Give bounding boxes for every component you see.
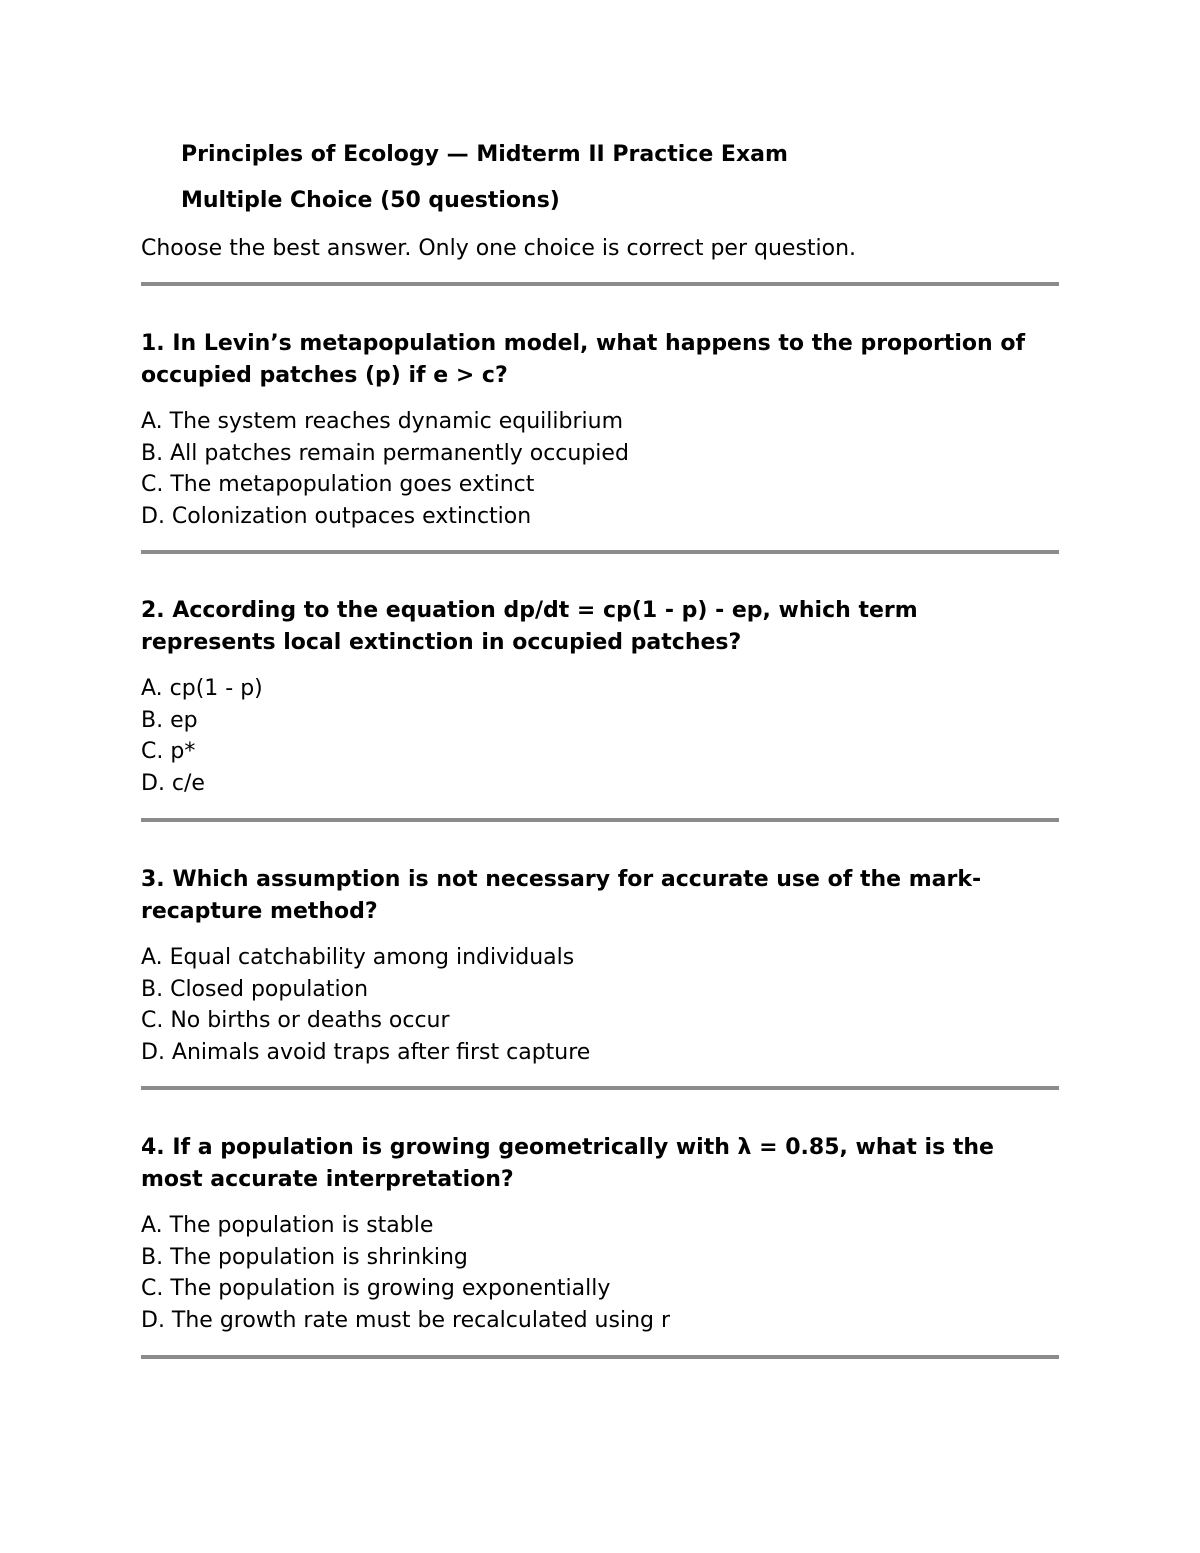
option-d: D. Colonization outpaces extinction — [141, 503, 532, 529]
question-1 — [141, 328, 1059, 532]
divider — [141, 1086, 1059, 1090]
option-d: D. The growth rate must be recalculated using r — [141, 1307, 671, 1333]
option-a: A. Equal catchability among individuals — [141, 945, 575, 970]
option-a: A. The system reaches dynamic equilibrium — [141, 409, 624, 434]
option-d: D. c/e — [141, 770, 205, 796]
exam-subtitle: Multiple Choice (50 questions) — [181, 188, 560, 213]
option-b: B. Closed population — [141, 976, 369, 1002]
exam-title: Principles of Ecology — Midterm II Practice Exam — [181, 142, 788, 167]
option-list — [141, 673, 1059, 799]
question-2 — [141, 595, 1059, 799]
option-list — [141, 1210, 1059, 1336]
option-a: A. cp(1 - p) — [141, 676, 263, 701]
option-b: B. The population is shrinking — [141, 1244, 468, 1270]
option-c: C. The population is growing exponentially — [141, 1276, 611, 1301]
option-list — [141, 942, 1059, 1068]
option-b: B. ep — [141, 707, 198, 733]
option-c: C. No births or deaths occur — [141, 1008, 450, 1033]
option-c: C. p* — [141, 739, 196, 764]
exam-instructions: Choose the best answer. Only one choice is correct per question. — [141, 236, 857, 261]
divider — [141, 550, 1059, 554]
question-4 — [141, 1132, 1059, 1336]
question-text: 2. According to the equation dp/dt = cp(1 - p) - ep, which term represents local extinction in occupied patches? — [141, 598, 918, 655]
option-c: C. The metapopulation goes extinct — [141, 472, 535, 497]
divider — [141, 282, 1059, 286]
option-d: D. Animals avoid traps after first capture — [141, 1039, 591, 1065]
question-text: 1. In Levin’s metapopulation model, what happens to the proportion of occupied patches (p) if e > c? — [141, 331, 1026, 388]
divider — [141, 1355, 1059, 1359]
divider — [141, 818, 1059, 822]
question-text: 4. If a population is growing geometrically with λ = 0.85, what is the most accurate interpretation? — [141, 1135, 994, 1192]
option-list — [141, 406, 1059, 532]
question-3 — [141, 864, 1059, 1068]
question-text: 3. Which assumption is not necessary for accurate use of the mark-recapture method? — [141, 867, 982, 924]
option-a: A. The population is stable — [141, 1213, 434, 1238]
option-b: B. All patches remain permanently occupied — [141, 440, 629, 466]
